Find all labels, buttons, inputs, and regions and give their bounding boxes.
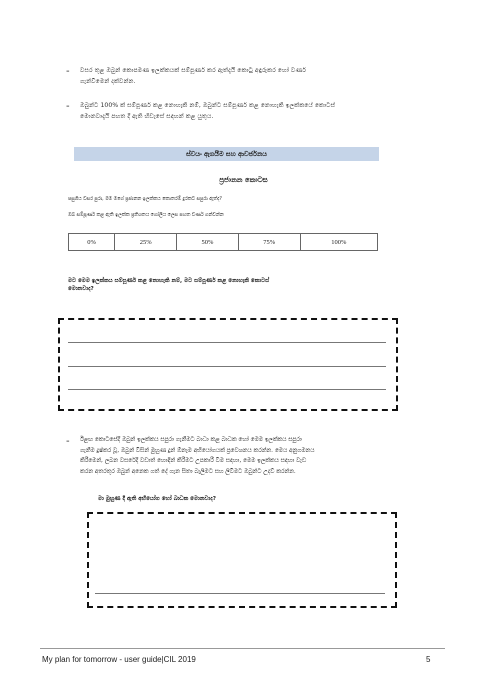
answer-line [68, 342, 386, 343]
instruction-paragraph-1 [80, 65, 432, 87]
instruction-line: ගැන්වීමෙන් දක්වන්න. [80, 78, 136, 85]
question-line: මොනවාද? [68, 286, 94, 292]
footer-divider [40, 648, 445, 649]
instruction-line: ඔබුන්ට 100% ක් සම්පූර්ණ කළ නොහැකි නම්, ඔබුන්ට සම්පූර්ණ කළ නොහැකි ඉලක්කයේ කොටස් [80, 102, 336, 109]
paragraph-line: ඊළඟ කොටසේදී ඔබුන් ඉලක්කය සපුරා ගැනීමට බාධා කළ බාධක හෝ මෙම ඉලක්කය සපුරා [80, 437, 302, 443]
paragraph-line: කරන අතරතුර ඔබුන් අනෙක ගත් දේ ගැන සිතා බැලීමට සහ ලිවීමට ඔබුන්ට උදව් කරන්න. [80, 468, 296, 475]
answer-line [68, 389, 386, 390]
scale-cell-100[interactable]: 100% [300, 234, 377, 251]
incomplete-parts-answer-box[interactable] [58, 318, 398, 411]
answer-line [95, 593, 385, 594]
bullet-marker: - [66, 436, 70, 447]
bullet-marker: - [66, 66, 70, 77]
question-line: මට මෙම ඉලක්කය සම්පූර්ණ කළ නොහැකි නම්, මට සම්පූර්ණ කළ නොහැකි කොටස් [68, 278, 270, 284]
instruction-line: මොනවාදැයි පහත දී ඇති හිඩැසේ සඳහන් කළ යුතුය. [80, 113, 214, 120]
instruction-line: වසර තුළ ඔබුන් කොපමණ ඉලක්කයක් සම්පූර්ණ කර ඇත්දැයි කොටු අඳුරුකර හෝ වර්ණ [80, 67, 307, 74]
percentage-scale-table [68, 233, 378, 251]
self-assessment-question: පසුගිය වසර පුරා, මම මගේ ප්‍රජානන ඉලක්කය කොතරම් දුරකට සපුරා ඇත්ද? [68, 197, 222, 202]
instruction-paragraph-2 [80, 100, 432, 122]
footer-text: My plan for tomorrow - user guide|CIL 2019 [42, 655, 196, 664]
answer-line [68, 366, 386, 367]
challenges-question: මා මුහුණ දී ඇති අභියෝග හෝ බාධක මොනවාද? [98, 496, 216, 502]
scale-cell-25[interactable]: 25% [115, 234, 177, 251]
scale-cell-0[interactable]: 0% [69, 234, 115, 251]
page-number: 5 [426, 655, 431, 664]
paragraph-line: ගැනීම දුෂ්කර වූ, ඔබුන් විසින් මුහුණ දුන් ඕනෑම අභියෝගයක් ප්‍රවෙශනය කරන්න. මෙය අනුගමනය [80, 447, 315, 454]
obstacles-paragraph [80, 435, 435, 477]
scale-cell-50[interactable]: 50% [177, 234, 239, 251]
scale-cell-75[interactable]: 75% [238, 234, 300, 251]
paragraph-line: කිරීමෙන්, ලබන වසරේදී වඩාත් හොඳින් කිරීමට උපකාරී වීම සඳහා, මෙම ඉලක්කය සඳහා වැඩ [80, 458, 307, 464]
bullet-marker: - [66, 101, 70, 112]
self-assessment-instruction: ඔබ සම්පූර්ණ කළ ඇති ඉලක්ක ප්‍රතිශතය ගෝලීය ලෙස පහත වර්ණ ගන්වන්න [68, 213, 224, 218]
incomplete-parts-question [68, 277, 388, 293]
section-title: ප්‍රජානන කොටස [219, 176, 268, 184]
section-banner: ස්වයං ඇගයීම සහ ආවර්ජනය [74, 147, 379, 161]
